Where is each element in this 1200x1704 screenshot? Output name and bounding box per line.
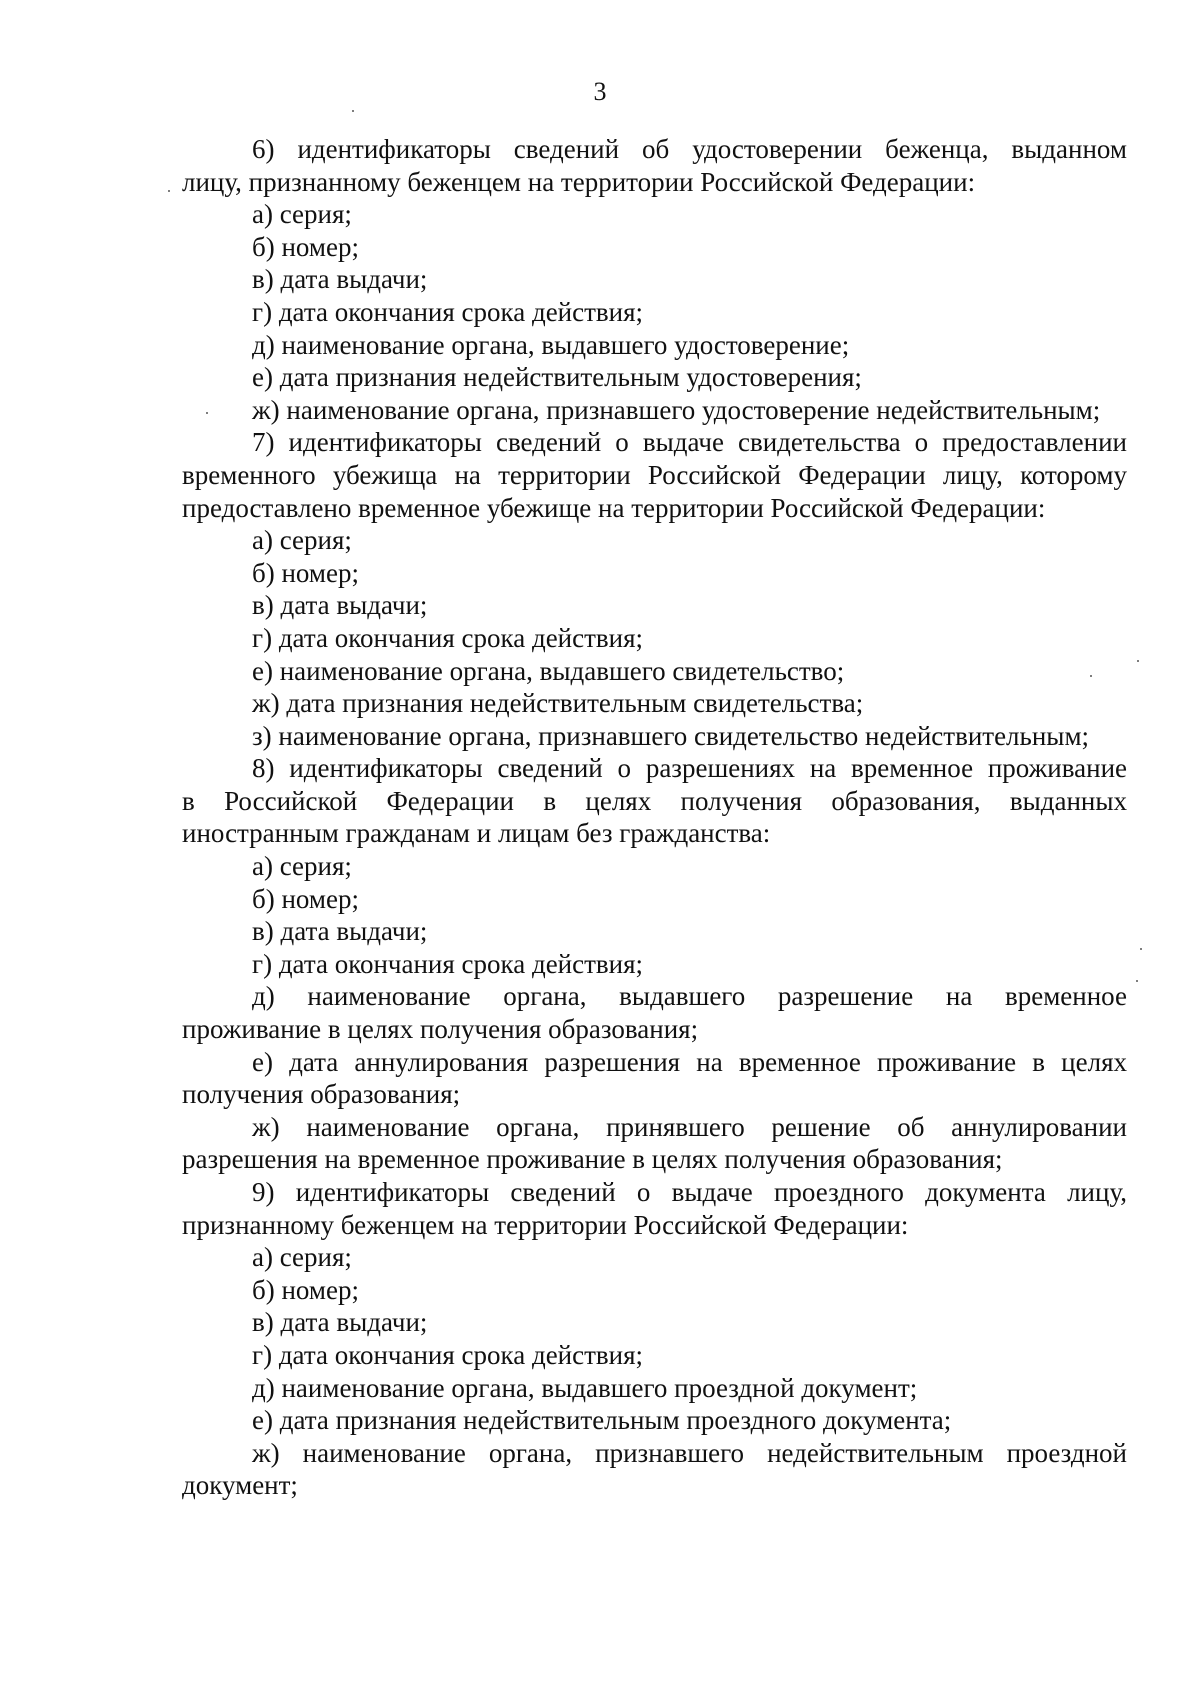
scan-speck	[168, 190, 170, 192]
list-item: в) дата выдачи;	[252, 916, 428, 947]
page-number: 3	[593, 77, 607, 106]
list-item: е) дата аннулирования разрешения на временное проживание в целях	[252, 1046, 1127, 1077]
list-item: д) наименование органа, выдавшего проездной документ;	[252, 1372, 918, 1403]
list-item: а) серия;	[252, 199, 352, 230]
scan-speck	[352, 110, 354, 112]
list-item: ж) наименование органа, принявшего решение об аннулировании	[252, 1111, 1127, 1142]
list-item: в) дата выдачи;	[252, 264, 428, 295]
list-item-continuation: получения образования;	[182, 1079, 461, 1110]
scan-speck	[1090, 675, 1092, 677]
paragraph-7-line-1: 7) идентификаторы сведений о выдаче свидетельства о предоставлении	[252, 427, 1127, 458]
paragraph-8-line-2: в Российской Федерации в целях получения образования, выданных	[182, 785, 1127, 816]
list-item: в) дата выдачи;	[252, 1307, 428, 1338]
list-item: д) наименование органа, выдавшего разрешение на временное	[252, 981, 1127, 1012]
list-item: г) дата окончания срока действия;	[252, 948, 644, 979]
list-item: а) серия;	[252, 525, 352, 556]
list-item: ж) дата признания недействительным свидетельства;	[252, 688, 864, 719]
paragraph-9-line-2: признанному беженцем на территории Российской Федерации:	[182, 1209, 909, 1240]
list-item: е) дата признания недействительным проездного документа;	[252, 1405, 952, 1436]
list-item: з) наименование органа, признавшего свидетельство недействительным;	[252, 720, 1090, 751]
list-item-continuation: разрешения на временное проживание в целях получения образования;	[182, 1144, 1003, 1175]
paragraph-9-line-1: 9) идентификаторы сведений о выдаче проездного документа лицу,	[252, 1177, 1127, 1207]
scan-speck	[1140, 948, 1142, 950]
scan-speck	[1137, 660, 1139, 662]
list-item: е) дата признания недействительным удостоверения;	[252, 362, 862, 393]
scan-speck	[206, 412, 208, 414]
list-item: г) дата окончания срока действия;	[252, 296, 644, 327]
paragraph-6-line-2: лицу, признанному беженцем на территории Российской Федерации:	[182, 166, 976, 197]
list-item: б) номер;	[252, 557, 359, 588]
paragraph-7-line-2: временного убежища на территории Российской Федерации лицу, которому	[182, 459, 1127, 490]
list-item: ж) наименование органа, признавшего недействительным проездной	[252, 1437, 1127, 1468]
list-item: а) серия;	[252, 1242, 352, 1273]
list-item: г) дата окончания срока действия;	[252, 1339, 644, 1370]
list-item: б) номер;	[252, 1274, 359, 1305]
paragraph-8-line-3: иностранным гражданам и лицам без гражданства:	[182, 818, 771, 849]
list-item-continuation: документ;	[182, 1470, 298, 1501]
paragraph-6-line-1: 6) идентификаторы сведений об удостоверении беженца, выданном	[252, 134, 1127, 164]
list-item: ж) наименование органа, признавшего удостоверение недействительным;	[252, 394, 1101, 425]
list-item: б) номер;	[252, 883, 359, 914]
paragraph-7-line-3: предоставлено временное убежище на территории Российской Федерации:	[182, 492, 1046, 523]
list-item: а) серия;	[252, 851, 352, 882]
list-item: е) наименование органа, выдавшего свидетельство;	[252, 655, 845, 686]
document-body	[182, 133, 1127, 1502]
list-item: б) номер;	[252, 231, 359, 262]
list-item-continuation: проживание в целях получения образования;	[182, 1014, 699, 1045]
list-item: г) дата окончания срока действия;	[252, 622, 644, 653]
list-item: в) дата выдачи;	[252, 590, 428, 621]
scan-speck	[1136, 980, 1138, 982]
paragraph-8-line-1: 8) идентификаторы сведений о разрешениях на временное проживание	[252, 753, 1127, 784]
list-item: д) наименование органа, выдавшего удостоверение;	[252, 329, 850, 360]
